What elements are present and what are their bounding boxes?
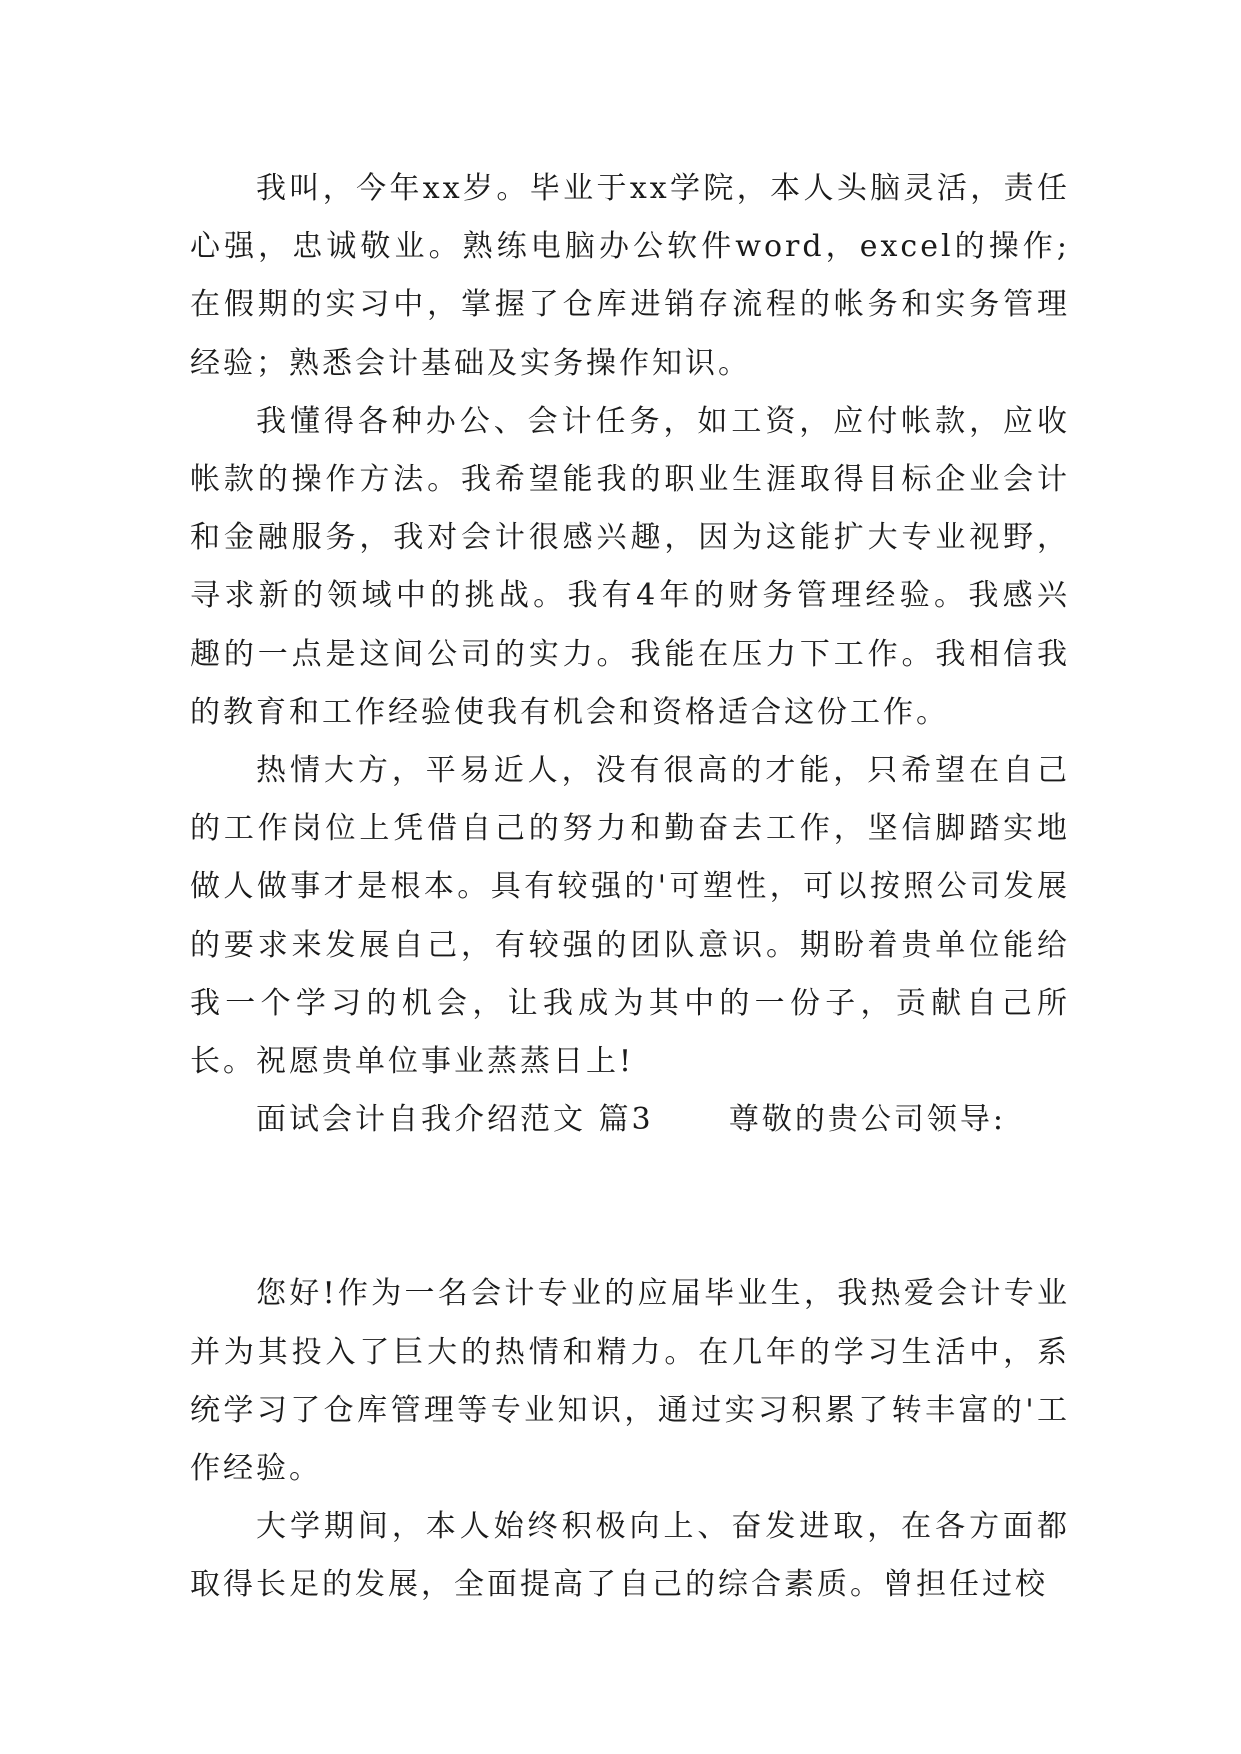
paragraph-1: 我叫，今年xx岁。毕业于xx学院，本人头脑灵活，责任心强，忠诚敬业。熟练电脑办公软件word，excel的操作;在假期的实习中，掌握了仓库进销存流程的帐务和实务管理经验；熟悉会计基础及实务操作知识。: [190, 171, 1070, 381]
section-heading-line: [190, 1091, 1070, 1149]
paragraph-4: 您好!作为一名会计专业的应届毕业生，我热爱会计专业并为其投入了巨大的热情和精力。在几年的学习生活中，系统学习了仓库管理等专业知识，通过实习积累了转丰富的'工作经验。: [190, 1276, 1070, 1487]
heading-spacer: [654, 1102, 729, 1137]
document-body: [190, 160, 1070, 1615]
paragraph-3: 热情大方，平易近人，没有很高的才能，只希望在自己的工作岗位上凭借自己的努力和勤奋去工作，坚信脚踏实地做人做事才是根本。具有较强的'可塑性，可以按照公司发展的要求来发展自己，有较强的团队意识。期盼着贵单位能给我一个学习的机会，让我成为其中的一份子，贡献自己所长。祝愿贵单位事业蒸蒸日上!: [190, 753, 1070, 1080]
paragraph-2: 我懂得各种办公、会计任务，如工资，应付帐款，应收帐款的操作方法。我希望能我的职业生涯取得目标企业会计和金融服务，我对会计很感兴趣，因为这能扩大专业视野，寻求新的领域中的挑战。我有4年的财务管理经验。我感兴趣的一点是这间公司的实力。我能在压力下工作。我相信我的教育和工作经验使我有机会和资格适合这份工作。: [190, 403, 1070, 730]
paragraph-5: 大学期间，本人始终积极向上、奋发进取，在各方面都取得长足的发展，全面提高了自己的综合素质。曾担任过校: [190, 1509, 1070, 1603]
section-heading: 面试会计自我介绍范文 篇3: [256, 1102, 654, 1138]
salutation: 尊敬的贵公司领导:: [728, 1102, 1006, 1138]
blank-gap: [190, 1149, 1070, 1265]
